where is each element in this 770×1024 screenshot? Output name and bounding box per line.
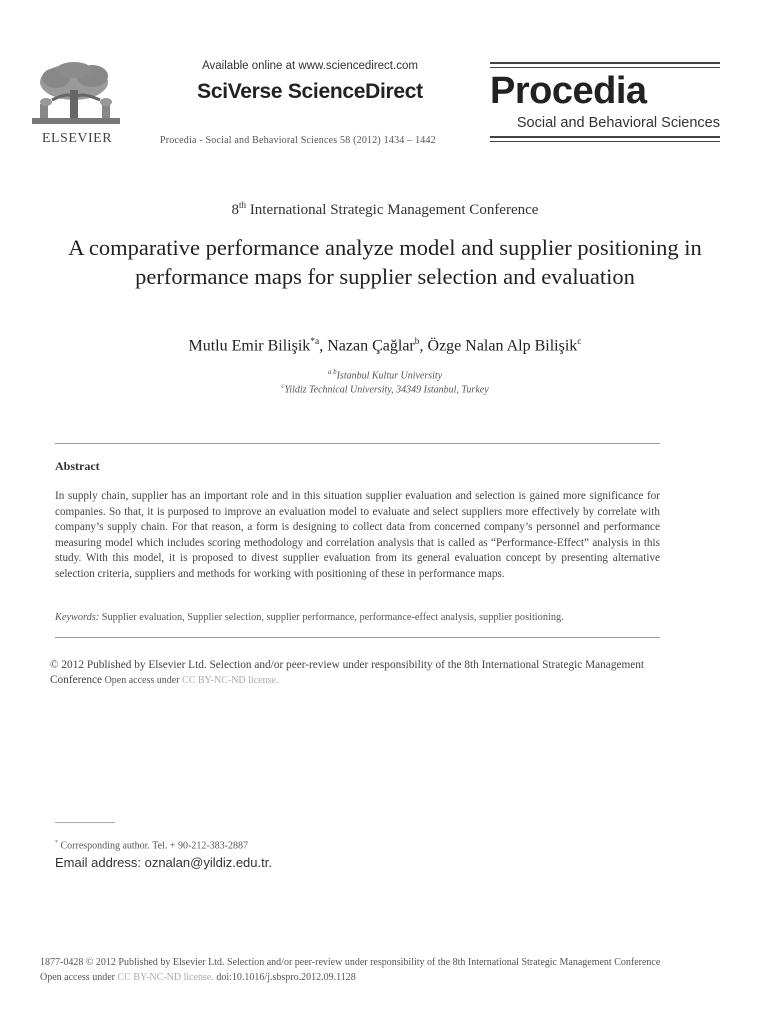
footer-doi-line: Open access under CC BY-NC-ND license. doi:10.1016/j.sbspro.2012.09.1128 — [40, 971, 356, 983]
footnote-rule — [55, 822, 115, 823]
conference-name: 8th International Strategic Management Conference — [231, 200, 539, 218]
email-address: Email address: oznalan@yildiz.edu.tr. — [55, 855, 272, 870]
corresponding-author-note: * Corresponding author. Tel. + 90-212-383-2887 — [55, 840, 249, 852]
sciverse-logo-text: SciVerse ScienceDirect — [197, 80, 423, 103]
header-rule-top-2 — [490, 67, 720, 68]
abstract-text: In supply chain, supplier has an important role and in this situation supplier evaluation and selection is gained more significance for companies. So that, it is purposed to improve an evaluation model to evaluate and select suppliers more effectively by correlate with company’s supply chain. For that reason, a form is designing to collect data from concerned company’s personnel and performance measuring model which includes scoring methodology and correlation analysis that is called as “Performance-Effect” analysis in this study. With this model, it is proposed to divest supplier evaluation from its general evaluation concept by presenting alternative selection criteria, suppliers and methods for working with positioning of these in performance maps. — [55, 490, 660, 580]
affiliation: $^{a b}$Istanbul Kultur University — [327, 368, 443, 382]
keywords — [55, 612, 660, 623]
journal-name: Procedia — [490, 70, 647, 112]
open-access-text: Open access under — [102, 674, 183, 686]
journal-citation: Procedia - Social and Behavioral Sciences 58 (2012) 1434 – 1442 — [160, 135, 436, 146]
footer-issn-line: 1877-0428 © 2012 Published by Elsevier Ltd. Selection and/or peer-review under responsibility of the 8th International Strategic Management Conference — [40, 957, 661, 968]
elsevier-tree-logo — [22, 60, 130, 130]
footer-license-link[interactable]: CC BY-NC-ND license. — [117, 971, 214, 983]
author-name: Özge Nalan Alp Bilişik — [427, 337, 578, 355]
author-mark: b — [414, 337, 420, 347]
abstract-heading: Abstract — [55, 459, 100, 473]
header-rule-bottom — [490, 136, 720, 138]
author-mark: c — [577, 337, 582, 347]
journal-subtitle: Social and Behavioral Sciences — [516, 115, 720, 131]
header-rule-top — [490, 62, 720, 64]
header-rule-bottom-2 — [490, 141, 720, 142]
available-online-text: Available online at www.sciencedirect.com — [202, 60, 418, 72]
abstract-top-rule — [55, 443, 660, 444]
keywords-list: Supplier evaluation, Supplier selection, supplier performance, performance-effect analysis, supplier positioning. — [99, 612, 564, 623]
author-name: Nazan Çağlar — [327, 337, 415, 355]
author-name: Mutlu Emir Bilişik — [188, 337, 311, 355]
author-list: Mutlu Emir Bilişik$^{*a}$, Nazan Çağlar$^b$, Özge Nalan Alp Bilişik$^c$ — [188, 337, 582, 355]
keywords-label: Keywords: — [55, 612, 100, 623]
author-mark: *a — [310, 337, 320, 347]
license-link[interactable]: CC BY-NC-ND license. — [182, 674, 279, 686]
article-title: A comparative performance analyze model and supplier positioning in performance maps for supplier selection and evaluation — [68, 235, 702, 289]
elsevier-wordmark: ELSEVIER — [41, 131, 113, 146]
page-footer — [40, 956, 740, 985]
copyright-notice: © 2012 Published by Elsevier Ltd. Selection and/or peer-review under responsibility of the 8th International Strategic Management Conference Open access under CC BY-NC-ND license. — [50, 659, 645, 686]
affiliation: $^c$Yildiz Technical University, 34349 Istanbul, Turkey — [281, 382, 489, 396]
abstract-bottom-rule — [55, 637, 660, 638]
